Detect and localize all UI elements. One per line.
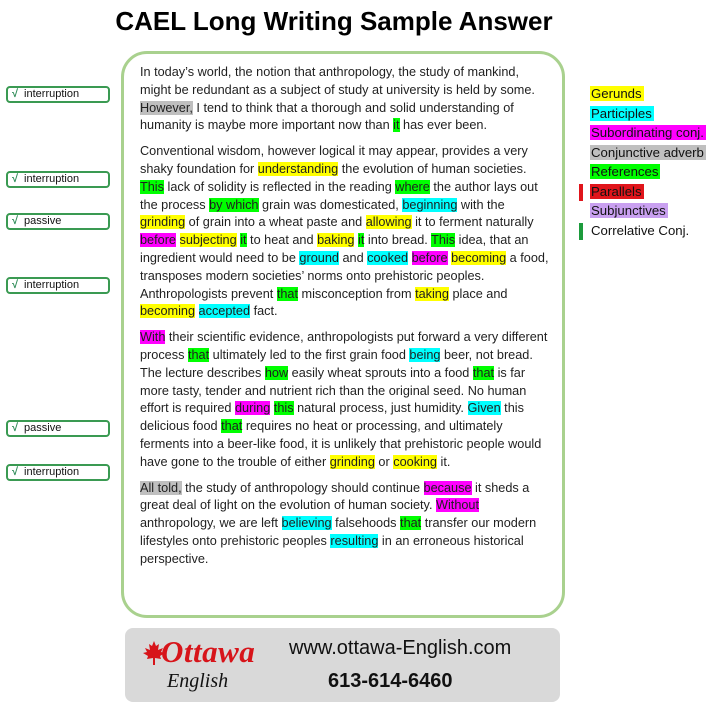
reference: by which [209, 197, 259, 212]
legend-label: Participles [591, 105, 652, 121]
reference: that [221, 419, 243, 434]
text: to heat and [246, 233, 318, 248]
text: and [338, 250, 368, 265]
participle: believing [281, 516, 332, 531]
text: it. [436, 454, 451, 469]
annotation-interruption [6, 171, 110, 188]
essay-paragraph-4 [140, 480, 552, 569]
reference: This [140, 179, 164, 194]
logo-english: English [167, 670, 229, 692]
gerund: becoming [140, 304, 196, 319]
text: the evolution of human societies. [338, 161, 527, 176]
essay-paragraph-1 [140, 64, 552, 135]
participle: being [409, 347, 441, 362]
check-icon: √ [12, 173, 19, 185]
participle: cooked [367, 250, 409, 265]
subordinating-conjunction: before [140, 233, 176, 248]
legend-label: Gerunds [591, 86, 642, 101]
text: easily wheat sprouts into a food [288, 365, 473, 380]
logo-ottawa: Ottawa [161, 634, 256, 669]
gerund: understanding [257, 161, 339, 176]
text: falsehoods [331, 516, 401, 531]
annotation-label: interruption [24, 279, 80, 291]
annotation-interruption [6, 277, 110, 294]
text: of grain into a wheat paste and [185, 215, 366, 230]
check-icon: √ [12, 279, 19, 291]
legend-item-subjunctives [590, 202, 718, 222]
text: this delicious food [140, 401, 524, 434]
page-title: CAEL Long Writing Sample Answer [115, 6, 553, 36]
participle: ground [299, 250, 339, 265]
text: has ever been. [399, 118, 487, 133]
annotation-label: passive [24, 215, 62, 227]
text: Conventional wisdom, however logical it may appear, provides a very shaky foundation for [140, 144, 528, 176]
phone-number: 613-614-6460 [328, 670, 453, 692]
text: In today’s world, the notion that anthropology, the study of mankind, might be redundant as a subject of study at university is held by some. [140, 65, 535, 97]
reference: where [395, 179, 430, 194]
participle: beginning [402, 197, 458, 212]
legend-label: Conjunctive adverb [591, 144, 704, 160]
text: place and [448, 286, 508, 301]
check-icon: √ [12, 215, 19, 227]
subordinating-conjunction: during [234, 401, 271, 416]
text [176, 233, 180, 247]
subordinating-conjunction: because [423, 480, 472, 495]
legend-label: References [591, 164, 659, 179]
legend-item-participles [590, 105, 718, 125]
gerund: grinding [140, 215, 186, 230]
text: the study of anthropology should continue [181, 480, 424, 495]
conjunctive-adverb: However, [140, 100, 193, 115]
annotation-passive [6, 213, 110, 230]
subordinating-conjunction: With [140, 330, 166, 345]
subordinating-conjunction: before [411, 250, 448, 265]
text: natural process, just humidity. [293, 401, 468, 416]
legend-item-subordinating [590, 124, 718, 144]
annotation-interruption [6, 464, 110, 481]
text: or [374, 454, 394, 469]
text: it to ferment naturally [411, 215, 534, 230]
text: is far more tasty, tender and nutrient rich than the original seed. No human effort is required [140, 365, 527, 416]
legend-item-gerunds [590, 85, 718, 105]
reference: that [472, 365, 495, 380]
text: requires no heat or processing, and ultimately ferments into a beer-like food, it is unlikely that prehistoric people would have gone to the trouble of either [140, 419, 542, 469]
participle: Given [467, 401, 501, 416]
reference: it [358, 233, 365, 248]
legend-label: Correlative Conj. [591, 222, 690, 238]
text: into bread. [364, 233, 432, 248]
gerund: cooking [393, 454, 437, 469]
text: anthropology, we are left [140, 516, 282, 531]
reference: that [187, 347, 210, 362]
reference: it [240, 233, 247, 248]
reference: it [393, 118, 400, 133]
gerund: baking [317, 233, 355, 248]
text: misconception from [298, 286, 416, 301]
annotation-label: interruption [24, 173, 80, 185]
text: fact. [250, 304, 278, 319]
essay-text [140, 64, 552, 577]
text: beer, not bread. The lecture describes [140, 347, 533, 380]
text: a food, transposes modern societies’ norms onto prehistoric peoples. Anthropologists prevent [140, 250, 549, 301]
legend-item-correlative [590, 222, 718, 242]
annotation-interruption [6, 86, 110, 103]
reference: how [264, 365, 289, 380]
participle: accepted [198, 304, 251, 319]
legend-item-references [590, 163, 718, 183]
annotation-label: passive [24, 422, 62, 434]
website-url[interactable]: www.ottawa-English.com [289, 637, 512, 659]
gerund: becoming [451, 250, 507, 265]
reference: that [400, 516, 422, 531]
text: it sheds a great deal of light on the evolution of human society. [140, 480, 530, 513]
highlight-legend [590, 85, 718, 241]
text: in an erroneous historical perspective. [140, 533, 524, 566]
check-icon: √ [12, 88, 19, 100]
participle: resulting [330, 533, 379, 548]
essay-paragraph-3 [140, 329, 552, 471]
text: their scientific evidence, anthropologists put forward a very different process [140, 330, 548, 362]
correlative-marker [579, 223, 583, 240]
text: I tend to think that a thorough and solid understanding of humanity is maybe more important now than [140, 100, 514, 133]
annotation-label: interruption [24, 88, 80, 100]
gerund: subjecting [179, 233, 237, 248]
text: lack of solidity is reflected in the reading [163, 179, 396, 194]
annotation-passive [6, 420, 110, 437]
subordinating-conjunction: Without [436, 498, 480, 513]
text: transfer our modern lifestyles onto prehistoric peoples [140, 516, 537, 548]
essay-paragraph-2 [140, 143, 552, 321]
parallel-marker [579, 184, 583, 201]
gerund: taking [415, 286, 449, 301]
legend-label: Parallels [591, 183, 642, 199]
gerund: grinding [329, 454, 375, 469]
legend-item-parallels [590, 183, 718, 203]
check-icon: √ [12, 422, 19, 434]
text: idea, that an ingredient would need to be [140, 233, 529, 265]
annotation-label: interruption [24, 466, 80, 478]
gerund: allowing [365, 215, 412, 230]
reference: this [273, 401, 294, 416]
conjunctive-adverb: All told, [140, 480, 182, 495]
text: with the [457, 197, 505, 212]
reference: that [276, 286, 298, 301]
legend-label: Subjunctives [591, 203, 666, 218]
legend-label: Subordinating conj. [591, 125, 704, 140]
check-icon: √ [12, 466, 19, 478]
legend-item-conjunctive [590, 144, 718, 164]
footer-banner [125, 628, 560, 702]
text: ultimately led to the first grain food [209, 347, 410, 362]
reference: This [431, 233, 456, 248]
text: grain was domesticated, [258, 197, 403, 212]
text: the author lays out the process [140, 179, 538, 212]
